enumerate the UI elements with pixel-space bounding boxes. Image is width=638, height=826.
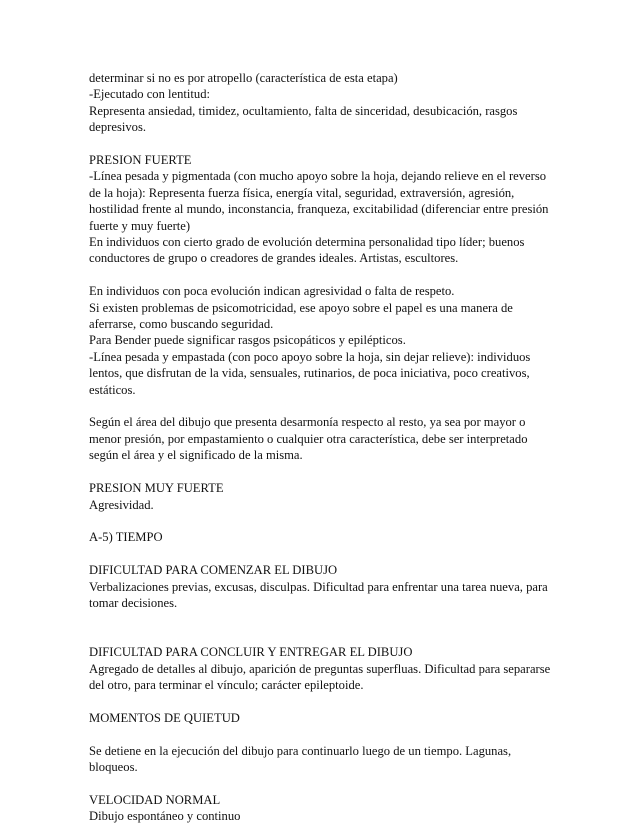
text-line: -Línea pesada y pigmentada (con mucho apoyo sobre la hoja, dejando relieve en el reverso (89, 169, 547, 184)
paragraph-velocidad-normal (89, 792, 559, 825)
text-line: -Ejecutado con lentitud: (89, 87, 210, 102)
text-line: Verbalizaciones previas, excusas, disculpas. Dificultad para enfrentar una tarea nueva, para (89, 579, 548, 594)
section-heading: DIFICULTAD PARA COMENZAR EL DIBUJO (89, 563, 338, 578)
text-line: aferrarse, como buscando seguridad. (89, 317, 274, 332)
text-line: En individuos con cierto grado de evolución determina personalidad tipo líder; buenos (89, 235, 525, 250)
paragraph-spacer (89, 464, 559, 480)
text-line: conductores de grupo o creadores de grandes ideales. Artistas, escultores. (89, 251, 459, 266)
paragraph-momentos-quietud (89, 710, 559, 726)
text-line: según el área y el significado de la misma. (89, 448, 303, 463)
paragraph-spacer (89, 726, 559, 742)
text-line: Agregado de detalles al dibujo, aparición de preguntas superfluas. Dificultad para separarse (89, 661, 551, 676)
section-heading: PRESION FUERTE (89, 153, 192, 168)
paragraph-dificultad-concluir (89, 644, 559, 693)
text-line: Para Bender puede significar rasgos psicopáticos y epilépticos. (89, 333, 406, 348)
text-line: Si existen problemas de psicomotricidad, ese apoyo sobre el papel es una manera de (89, 300, 513, 315)
text-line: depresivos. (89, 120, 147, 135)
section-heading: PRESION MUY FUERTE (89, 481, 224, 496)
paragraph-dificultad-comenzar (89, 562, 559, 611)
paragraph-spacer (89, 513, 559, 529)
text-line: fuerte y muy fuerte) (89, 218, 191, 233)
paragraph-spacer (89, 398, 559, 414)
paragraph-tiempo (89, 529, 559, 545)
paragraph-lentitud (89, 70, 559, 136)
text-line: En individuos con poca evolución indican agresividad o falta de respeto. (89, 284, 455, 299)
text-line: Se detiene en la ejecución del dibujo para continuarlo luego de un tiempo. Lagunas, (89, 743, 512, 758)
paragraph-presion-muy-fuerte (89, 480, 559, 513)
text-line: -Línea pesada y empastada (con poco apoyo sobre la hoja, sin dejar relieve): individuos (89, 349, 531, 364)
paragraph-poca-evolucion (89, 283, 559, 398)
paragraph-presion-fuerte (89, 152, 559, 267)
section-heading: A-5) TIEMPO (89, 530, 163, 545)
text-line: de la hoja): Representa fuerza física, energía vital, seguridad, extraversión, agresión, (89, 185, 515, 200)
document-page (89, 70, 559, 825)
text-line: Agresividad. (89, 497, 154, 512)
paragraph-quietud-detalle (89, 743, 559, 776)
paragraph-spacer (89, 546, 559, 562)
section-heading: DIFICULTAD PARA CONCLUIR Y ENTREGAR EL DIBUJO (89, 645, 413, 660)
text-line: Representa ansiedad, timidez, ocultamiento, falta de sinceridad, desubicación, rasgos (89, 103, 518, 118)
text-line: determinar si no es por atropello (característica de esta etapa) (89, 71, 398, 85)
text-line: tomar decisiones. (89, 595, 178, 610)
paragraph-spacer (89, 775, 559, 791)
text-line: estáticos. (89, 382, 136, 397)
paragraph-spacer (89, 136, 559, 152)
section-heading: MOMENTOS DE QUIETUD (89, 710, 240, 725)
paragraph-spacer (89, 611, 559, 644)
text-line: Según el área del dibujo que presenta desarmonía respecto al resto, ya sea por mayor o (89, 415, 526, 430)
paragraph-area-dibujo (89, 414, 559, 463)
section-heading: VELOCIDAD NORMAL (89, 792, 221, 807)
text-line: hostilidad frente al mundo, inconstancia, franqueza, excitabilidad (diferenciar entre presión (89, 202, 549, 217)
text-line: menor presión, por empastamiento o cualquier otra característica, debe ser interpretado (89, 431, 528, 446)
paragraph-spacer (89, 693, 559, 709)
text-line: bloqueos. (89, 759, 138, 774)
text-line: Dibujo espontáneo y continuo (89, 809, 241, 824)
text-line: lentos, que disfrutan de la vida, sensuales, rutinarios, de poca iniciativa, poco creativos, (89, 366, 530, 381)
paragraph-spacer (89, 267, 559, 283)
text-line: del otro, para terminar el vínculo; carácter epileptoide. (89, 677, 364, 692)
